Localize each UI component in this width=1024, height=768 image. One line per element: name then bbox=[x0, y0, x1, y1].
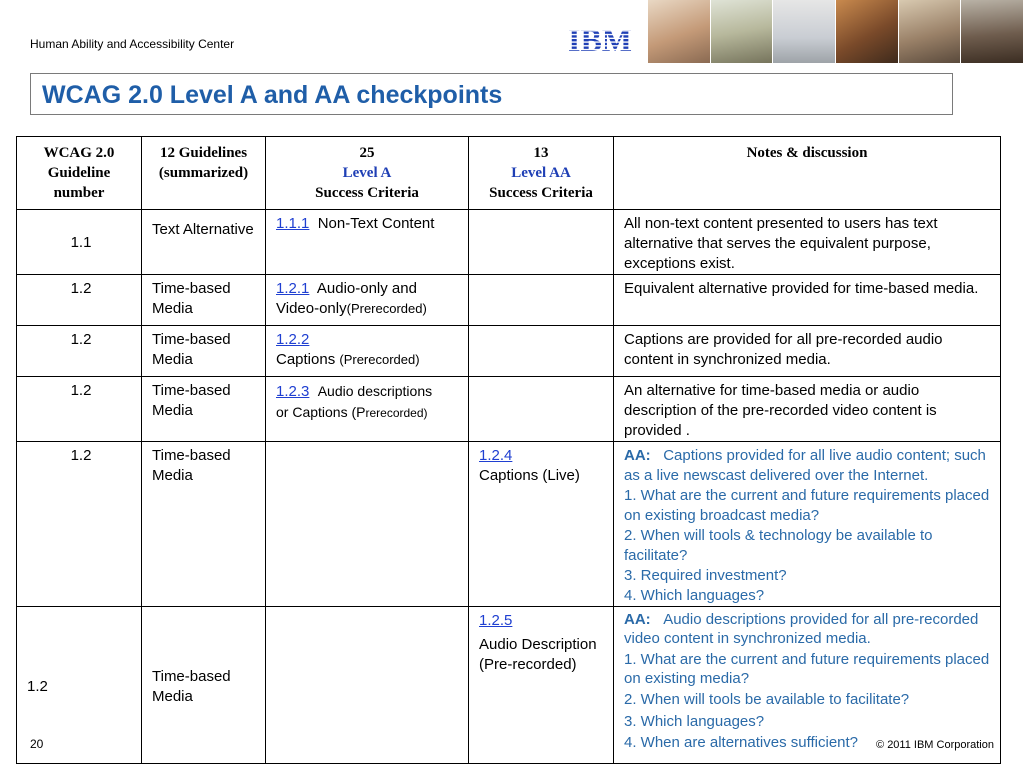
note-item: 4. Which languages? bbox=[624, 587, 765, 604]
note-item: 2. When will tools & technology be available to facilitate? bbox=[624, 527, 933, 564]
row-number: 1.1 bbox=[17, 210, 142, 275]
table-row bbox=[17, 326, 1001, 377]
row-guideline: Time-based Media bbox=[142, 377, 266, 442]
row-level-aa: 1.2.5 Audio Description (Pre-recorded) bbox=[469, 607, 614, 764]
header-level-a: 25 Level A Success Criteria bbox=[266, 137, 469, 210]
title-box bbox=[30, 73, 953, 115]
row-note: AA: Audio descriptions provided for all pre-recorded video content in synchronized media. 1. What are the current and future requirements placed on existing media? 2. When will tools be available to facilitate? 3. Which languages? 4. When are alternatives sufficient? bbox=[614, 607, 1001, 764]
row-guideline: Time-based Media bbox=[142, 326, 266, 377]
page-number: 20 bbox=[30, 737, 44, 751]
row-note: AA: Captions provided for all live audio content; such as a live newscast delivered over the Internet. 1. What are the current and future requirements placed on existing broadcast media? 2. When will tools & technology be available to facilitate? 3. Required investment? 4. Which languages? bbox=[614, 442, 1001, 607]
header-guidelines: 12 Guidelines (summarized) bbox=[142, 137, 266, 210]
table-row bbox=[17, 607, 1001, 764]
criterion-link[interactable]: 1.2.1 bbox=[276, 280, 310, 297]
table-row bbox=[17, 442, 1001, 607]
row-note: All non-text content presented to users has text alternative that serves the equivalent purpose, exceptions exist. bbox=[614, 210, 1001, 275]
photo-wheelchair-athlete bbox=[836, 0, 899, 63]
row-level-a: 1.2.2 Captions (Prerecorded) bbox=[266, 326, 469, 377]
table-row bbox=[17, 377, 1001, 442]
photo-elderly-man bbox=[711, 0, 774, 63]
note-item: 3. Which languages? bbox=[624, 712, 765, 730]
row-level-aa bbox=[469, 210, 614, 275]
header-guideline-number: WCAG 2.0 Guideline number bbox=[17, 137, 142, 210]
row-guideline: Time-based Media bbox=[142, 275, 266, 326]
row-guideline: Text Alternative bbox=[142, 210, 266, 275]
row-number: 1.2 bbox=[17, 607, 142, 764]
row-level-aa bbox=[469, 377, 614, 442]
criterion-link[interactable]: 1.2.5 bbox=[479, 612, 513, 629]
note-item: 1. What are the current and future requirements placed on existing media? bbox=[624, 651, 990, 687]
header-level-aa: 13 Level AA Success Criteria bbox=[469, 137, 614, 210]
aa-tag: AA: bbox=[624, 447, 651, 464]
criterion-link[interactable]: 1.2.3 bbox=[276, 383, 310, 400]
row-number: 1.2 bbox=[17, 275, 142, 326]
row-level-a: 1.1.1 Non-Text Content bbox=[266, 210, 469, 275]
checkpoints-table bbox=[16, 136, 1001, 764]
row-level-a bbox=[266, 607, 469, 764]
org-name: Human Ability and Accessibility Center bbox=[30, 37, 235, 51]
table-header-row bbox=[17, 137, 1001, 210]
criterion-link[interactable]: 1.2.2 bbox=[276, 331, 310, 348]
row-level-a: 1.2.1 Audio-only and Video-only(Prerecorded) bbox=[266, 275, 469, 326]
row-level-aa: 1.2.4 Captions (Live) bbox=[469, 442, 614, 607]
row-number: 1.2 bbox=[17, 377, 142, 442]
photo-keyboard bbox=[773, 0, 836, 63]
photo-woman bbox=[899, 0, 962, 63]
row-level-aa bbox=[469, 326, 614, 377]
aa-tag: AA: bbox=[624, 611, 651, 628]
row-note: An alternative for time-based media or audio description of the pre-recorded video content is provided . bbox=[614, 377, 1001, 442]
row-guideline: Time-based Media bbox=[142, 607, 266, 764]
note-item: 3. Required investment? bbox=[624, 567, 787, 584]
row-level-a: 1.2.3 Audio descriptions or Captions (Prerecorded) bbox=[266, 377, 469, 442]
row-number: 1.2 bbox=[17, 326, 142, 377]
note-item: 2. When will tools be available to facilitate? bbox=[624, 691, 910, 708]
copyright: © 2011 IBM Corporation bbox=[876, 739, 994, 751]
row-level-aa bbox=[469, 275, 614, 326]
table-row bbox=[17, 210, 1001, 275]
criterion-link[interactable]: 1.1.1 bbox=[276, 215, 310, 232]
row-guideline: Time-based Media bbox=[142, 442, 266, 607]
row-level-a bbox=[266, 442, 469, 607]
note-item: 1. What are the current and future requirements placed on existing broadcast media? bbox=[624, 487, 990, 524]
header-photo-strip bbox=[648, 0, 1024, 63]
page-title: WCAG 2.0 Level A and AA checkpoints bbox=[42, 81, 503, 109]
criterion-link[interactable]: 1.2.4 bbox=[479, 447, 513, 464]
photo-man bbox=[961, 0, 1024, 63]
row-note: Captions are provided for all pre-recorded audio content in synchronized media. bbox=[614, 326, 1001, 377]
row-note: Equivalent alternative provided for time-based media. bbox=[614, 275, 1001, 326]
svg-text:IBM: IBM bbox=[568, 24, 632, 54]
photo-family bbox=[648, 0, 711, 63]
row-number: 1.2 bbox=[17, 442, 142, 607]
table-row bbox=[17, 275, 1001, 326]
ibm-logo bbox=[566, 24, 634, 54]
note-item: 4. When are alternatives sufficient? bbox=[624, 734, 859, 751]
header-notes: Notes & discussion bbox=[614, 137, 1001, 210]
